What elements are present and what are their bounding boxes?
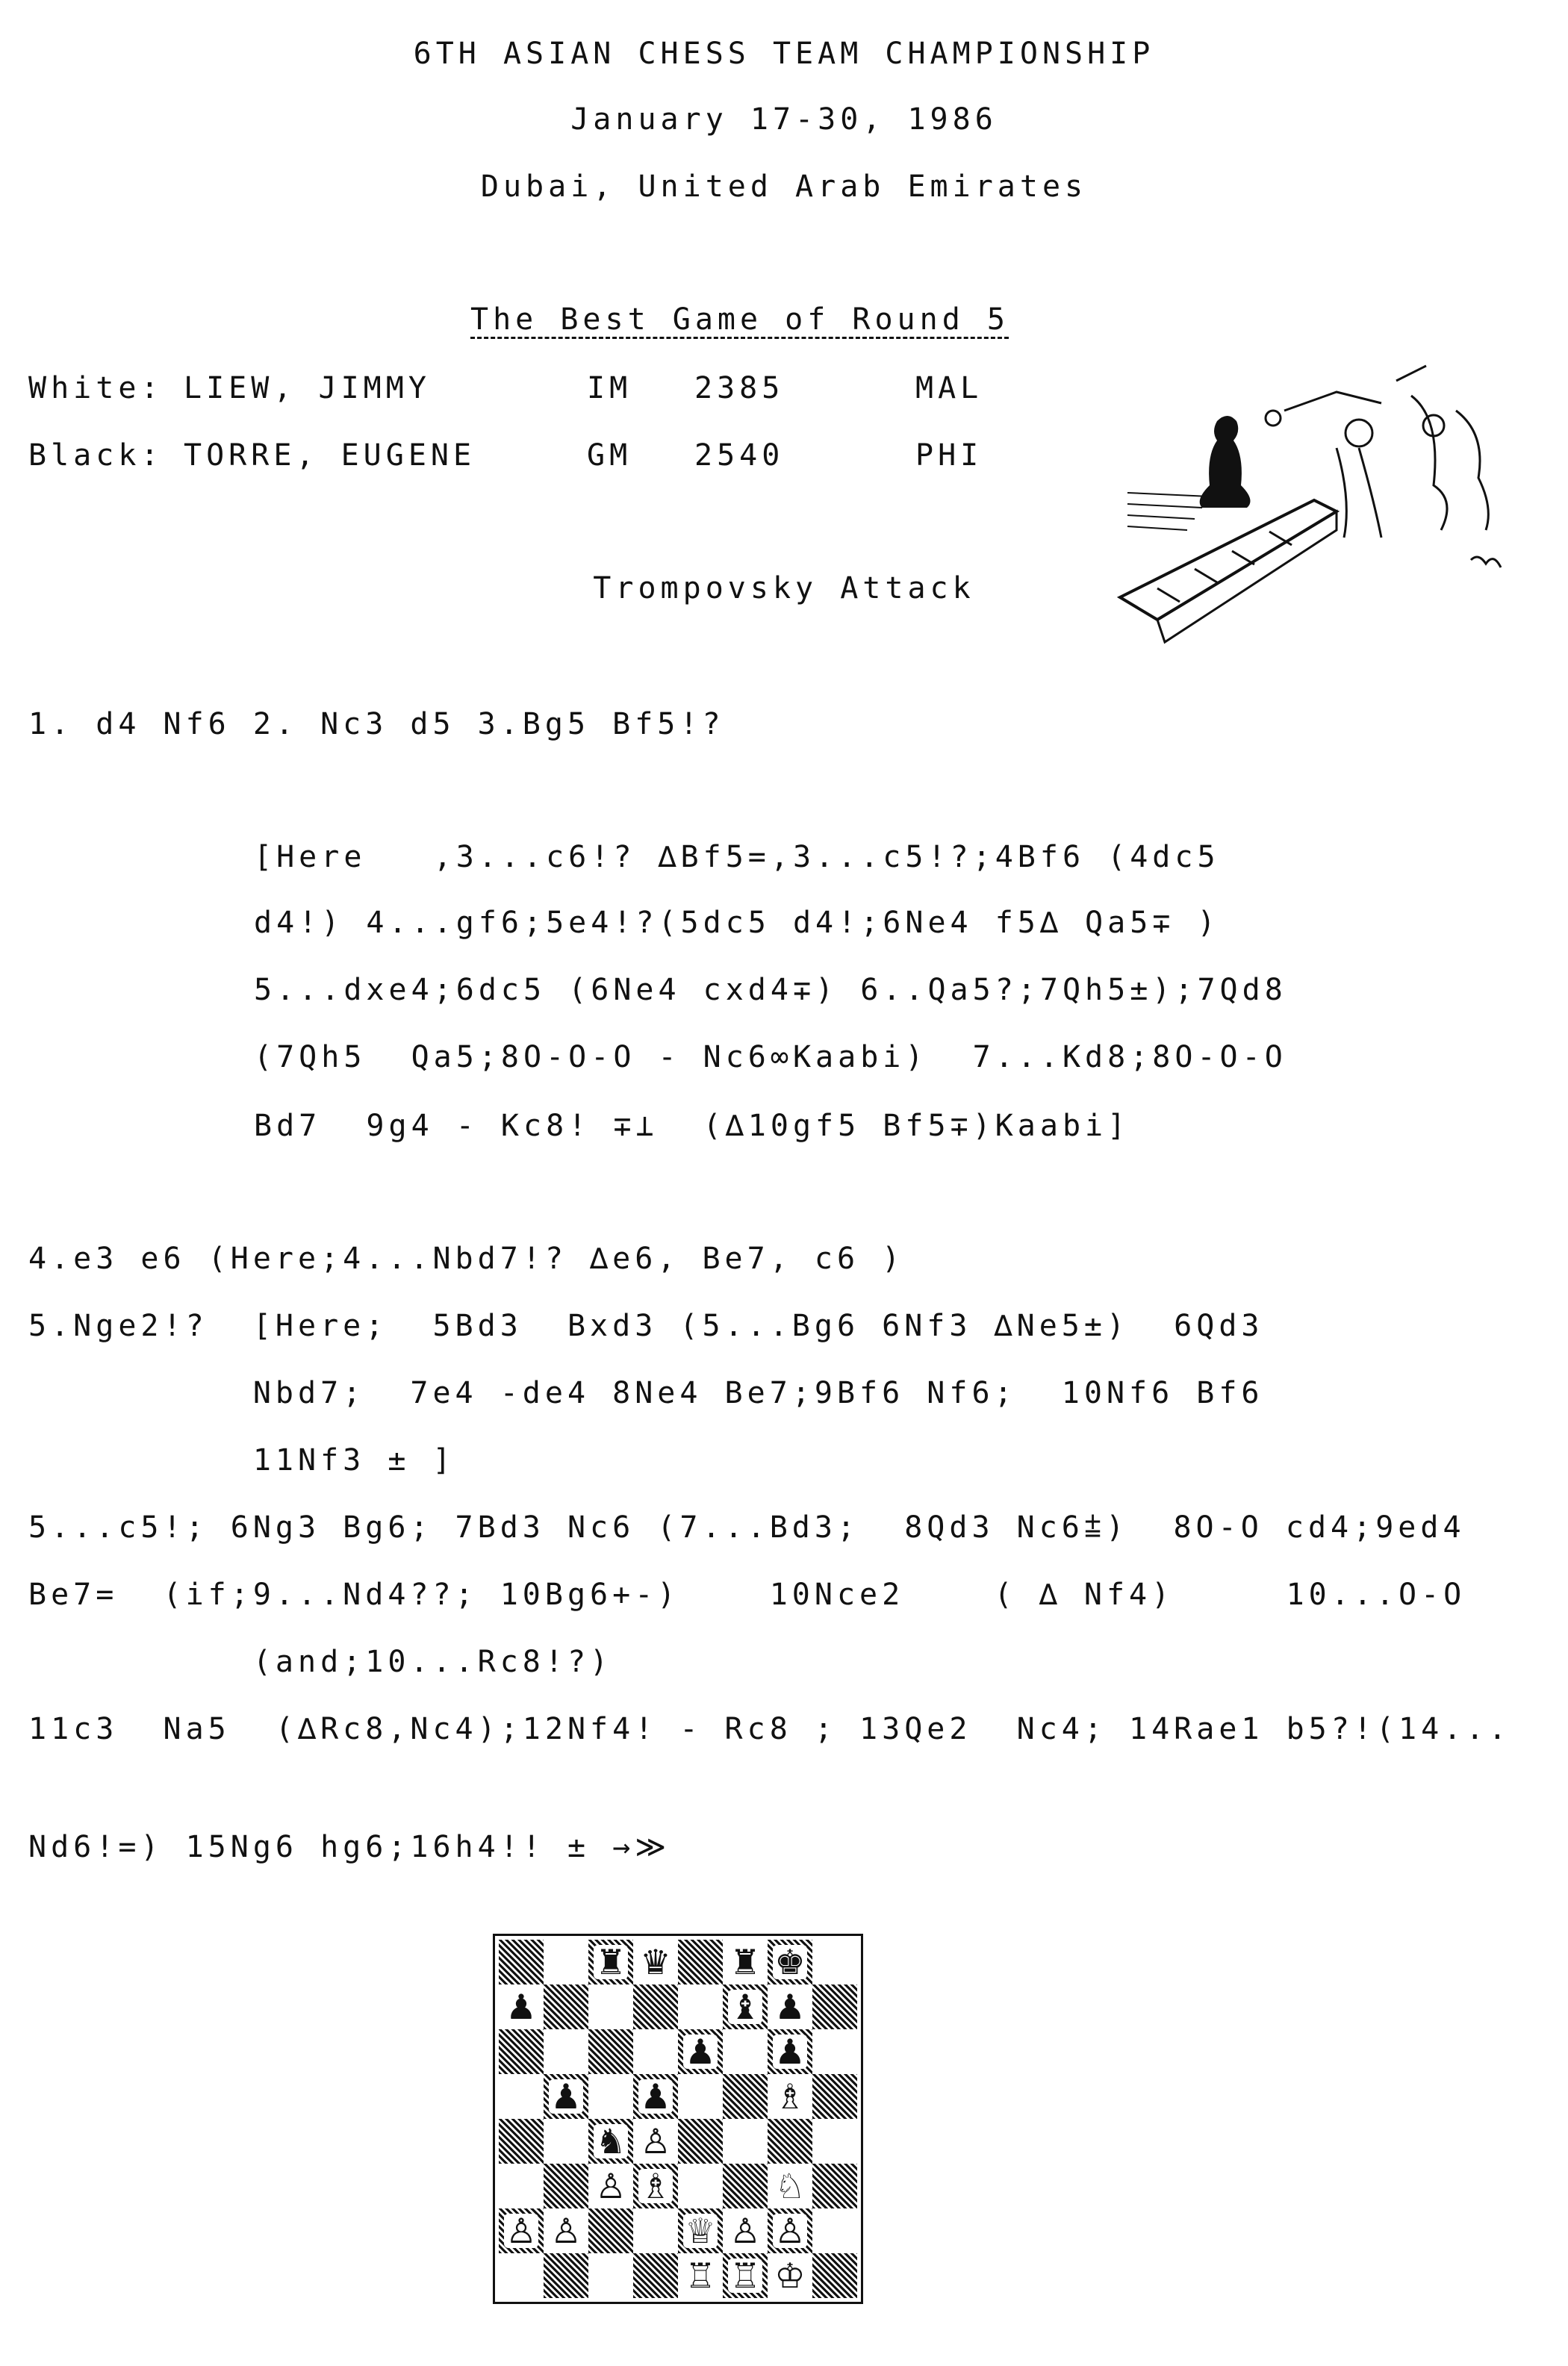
chess-piece-icon: ♗ (774, 2076, 806, 2117)
board-square (678, 2119, 723, 2164)
annotation-line: d4!) 4...gf6;5e4!?(5dc5 d4!;6Ne4 f5∆ Qa5∓ ) (254, 906, 1220, 940)
board-square (678, 2208, 723, 2253)
board-square (723, 2074, 768, 2119)
moves-line-6: 5...c5!; 6Ng3 Bg6; 7Bd3 Nc6 (7...Bd3; 8Qd3 Nc6⩲) 8O-O cd4;9ed4 (28, 1510, 1466, 1545)
board-square (768, 1940, 812, 1984)
board-square (723, 2119, 768, 2164)
chess-piece-icon: ♙ (550, 2211, 582, 2251)
board-square (633, 2253, 678, 2298)
chess-piece-icon: ♙ (729, 2211, 761, 2251)
chess-piece-icon: ♜ (595, 1942, 626, 1982)
annotation-line: Bd7 9g4 - Kc8! ∓⊥ (∆10gf5 Bf5∓)Kaabi] (254, 1109, 1130, 1143)
board-square (633, 1940, 678, 1984)
board-square (499, 2119, 544, 2164)
moves-line-5-cont: 11Nf3 ± ] (28, 1443, 455, 1478)
chess-piece-icon: ♙ (774, 2211, 806, 2251)
moves-line-6-cont: Be7= (if;9...Nd4??; 10Bg6+-) 10Nce2 ( ∆ Nf4) 10...O-O (28, 1578, 1466, 1612)
board-square (678, 2253, 723, 2298)
board-square (499, 2074, 544, 2119)
board-square (544, 2208, 588, 2253)
board-square (768, 2119, 812, 2164)
chess-piece-icon: ♖ (685, 2256, 716, 2296)
board-square (633, 1984, 678, 2029)
board-square (544, 1984, 588, 2029)
board-square (499, 2253, 544, 2298)
chess-piece-icon: ♘ (774, 2166, 806, 2206)
chess-piece-icon: ♟ (550, 2076, 582, 2117)
board-square (499, 2164, 544, 2208)
board-square (499, 2208, 544, 2253)
chess-piece-icon: ♙ (505, 2211, 537, 2251)
chess-piece-icon: ♕ (685, 2211, 716, 2251)
chess-piece-icon: ♟ (774, 2032, 806, 2072)
board-square (723, 2253, 768, 2298)
board-square (678, 1940, 723, 1984)
board-square (588, 1940, 633, 1984)
board-square (812, 2208, 857, 2253)
board-square (588, 2029, 633, 2074)
annotation-line: 5...dxe4;6dc5 (6Ne4 cxd4∓) 6..Qa5?;7Qh5±);7Qd8 (254, 973, 1287, 1007)
board-square (678, 2164, 723, 2208)
board-square (768, 2253, 812, 2298)
annotation-line: (7Qh5 Qa5;8O-O-O - Nc6∞Kaabi) 7...Kd8;8O-O-O (254, 1040, 1287, 1074)
board-square (768, 2029, 812, 2074)
chess-piece-icon: ♟ (505, 1987, 537, 2027)
board-square (544, 1940, 588, 1984)
board-square (768, 2164, 812, 2208)
board-square (678, 1984, 723, 2029)
board-square (678, 2074, 723, 2119)
chess-piece-icon: ♟ (640, 2076, 671, 2117)
board-square (812, 1984, 857, 2029)
event-location: Dubai, United Arab Emirates (480, 169, 1088, 204)
board-square (678, 2029, 723, 2074)
board-square (588, 2119, 633, 2164)
opening-name: Trompovsky Attack (593, 571, 975, 605)
board-square (723, 2164, 768, 2208)
board-square (723, 2208, 768, 2253)
annotation-line: [Here ,3...c6!? ∆Bf5=,3...c5!?;4Bf6 (4dc5 (254, 840, 1220, 874)
board-square (633, 2164, 678, 2208)
moves-line-1: 1. d4 Nf6 2. Nc3 d5 3.Bg5 Bf5!? (28, 707, 725, 741)
black-title: GM (587, 438, 632, 473)
board-square (633, 2074, 678, 2119)
chess-piece-icon: ♔ (774, 2256, 806, 2296)
board-square (812, 2029, 857, 2074)
white-name: LIEW, JIMMY (184, 371, 431, 405)
chess-piece-icon: ♗ (640, 2166, 671, 2206)
board-square (544, 2074, 588, 2119)
chess-diagram (493, 1934, 863, 2304)
chess-piece-icon: ♖ (729, 2256, 761, 2296)
board-square (588, 2074, 633, 2119)
board-square (633, 2119, 678, 2164)
chess-piece-icon: ♙ (640, 2121, 671, 2161)
moves-line-5: 5.Nge2!? [Here; 5Bd3 Bxd3 (5...Bg6 6Nf3 ∆Ne5±) 6Qd3 (28, 1309, 1264, 1343)
event-dates: January 17-30, 1986 (570, 102, 998, 137)
board-square (768, 2074, 812, 2119)
board-square (723, 1940, 768, 1984)
board-square (588, 2164, 633, 2208)
board-square (723, 2029, 768, 2074)
chess-piece-icon: ♛ (640, 1942, 671, 1982)
board-square (499, 1984, 544, 2029)
board-square (768, 1984, 812, 2029)
board-square (544, 2164, 588, 2208)
chess-piece-icon: ♜ (729, 1942, 761, 1982)
chess-piece-icon: ♝ (729, 1987, 761, 2027)
board-square (544, 2253, 588, 2298)
white-label: White: (28, 371, 164, 405)
white-title: IM (587, 371, 632, 405)
chess-piece-icon: ♟ (685, 2032, 716, 2072)
board-square (812, 1940, 857, 1984)
black-label: Black: (28, 438, 164, 473)
chess-piece-icon: ♟ (774, 1987, 806, 2027)
board-square (544, 2119, 588, 2164)
white-rating: 2385 (694, 371, 785, 405)
board-square (812, 2074, 857, 2119)
black-name: TORRE, EUGENE (184, 438, 476, 473)
board-square (588, 1984, 633, 2029)
black-rating: 2540 (694, 438, 785, 473)
board-square (723, 1984, 768, 2029)
moves-line-6-cont: (and;10...Rc8!?) (28, 1645, 613, 1679)
board-square (633, 2029, 678, 2074)
board-square (499, 2029, 544, 2074)
black-country: PHI (915, 438, 983, 473)
board-square (812, 2164, 857, 2208)
moves-line-6-cont: Nd6!=) 15Ng6 hg6;16h4!! ± →≫ (28, 1830, 671, 1864)
board-square (812, 2253, 857, 2298)
board-square (544, 2029, 588, 2074)
event-title: 6TH ASIAN CHESS TEAM CHAMPIONSHIP (413, 37, 1155, 71)
board-square (768, 2208, 812, 2253)
moves-line-5-cont: Nbd7; 7e4 -de4 8Ne4 Be7;9Bf6 Nf6; 10Nf6 Bf6 (28, 1376, 1264, 1410)
chess-piece-icon: ♚ (774, 1942, 806, 1982)
moves-line-4: 4.e3 e6 (Here;4...Nbd7!? ∆e6, Be7, c6 ) (28, 1242, 905, 1276)
chess-piece-icon: ♙ (595, 2166, 626, 2206)
game-heading: The Best Game of Round 5 (470, 302, 1009, 337)
board-square (499, 1940, 544, 1984)
board-square (588, 2208, 633, 2253)
moves-line-6-cont: 11c3 Na5 (∆Rc8,Nc4);12Nf4! - Rc8 ; 13Qe2 Nc4; 14Rae1 b5?!(14... (28, 1712, 1511, 1746)
board-square (588, 2253, 633, 2298)
chess-piece-icon: ♞ (595, 2121, 626, 2161)
board-square (633, 2208, 678, 2253)
board-square (812, 2119, 857, 2164)
white-country: MAL (915, 371, 983, 405)
